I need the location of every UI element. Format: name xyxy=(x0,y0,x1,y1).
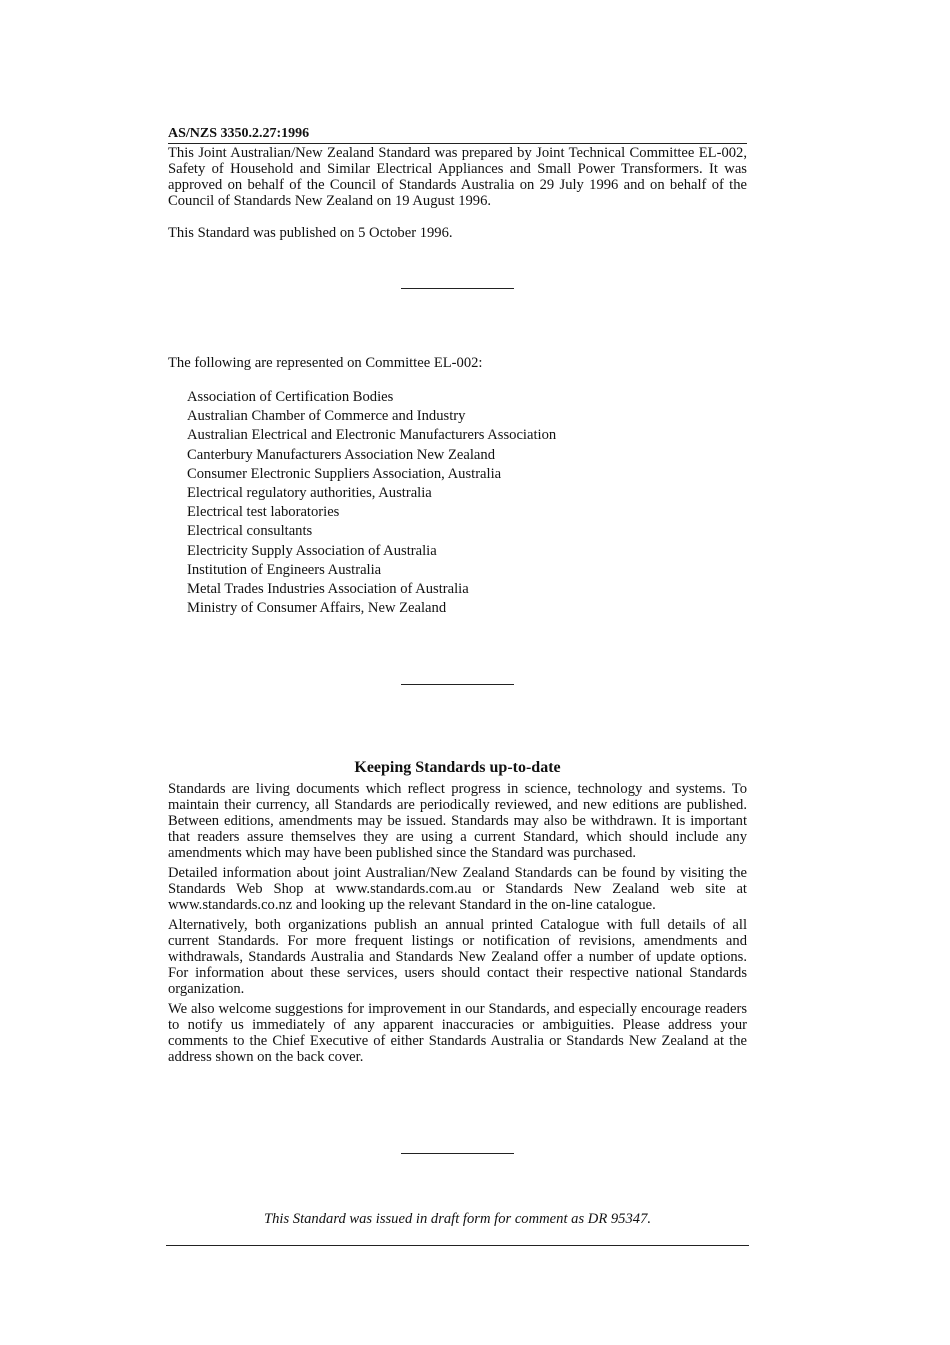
keeping-up-to-date-title: Keeping Standards up-to-date xyxy=(354,759,561,776)
section-divider xyxy=(401,288,514,289)
committee-member: Australian Chamber of Commerce and Industry xyxy=(187,408,466,425)
preparation-statement: This Joint Australian/New Zealand Standard was prepared by Joint Technical Committee EL-002, Safety of Household and Similar Electrical Appliances and Small Power Transformers. It was approved on behalf of the Council of Standards Australia on 29 July 1996 and on behalf of the Council of Standards New Zealand on 19 August 1996. xyxy=(168,145,747,209)
committee-member: Australian Electrical and Electronic Manufacturers Association xyxy=(187,427,557,444)
committee-member: Metal Trades Industries Association of Australia xyxy=(187,580,469,597)
publication-date-statement: This Standard was published on 5 October 1996. xyxy=(168,225,453,241)
committee-member: Canterbury Manufacturers Association New Zealand xyxy=(187,446,495,463)
committee-member: Electrical consultants xyxy=(187,523,313,540)
draft-note: This Standard was issued in draft form for comment as DR 95347. xyxy=(263,1211,652,1227)
standard-code: AS/NZS 3350.2.27:1996 xyxy=(168,126,310,141)
footer-rule xyxy=(166,1245,749,1246)
committee-member: Electricity Supply Association of Australia xyxy=(187,542,437,559)
body-paragraph: Standards are living documents which reflect progress in science, technology and systems. To maintain their currency, all Standards are periodically reviewed, and new editions are published. Between editions, amendments may be issued. Standards may also be withdrawn. It is important that readers assure themselves they are using a current Standard, which should include any amendments which may have been published since the Standard was purchased. xyxy=(168,781,747,861)
header-rule xyxy=(168,143,747,144)
committee-member: Consumer Electronic Suppliers Association, Australia xyxy=(187,465,502,482)
keeping-up-to-date-body xyxy=(168,781,747,1069)
committee-member: Electrical regulatory authorities, Australia xyxy=(187,484,432,501)
body-paragraph: Alternatively, both organizations publish an annual printed Catalogue with full details of all current Standards. For more frequent listings or notification of revisions, amendments and withdrawals, Standards Australia and Standards New Zealand offer a number of update options. For information about these services, users should contact their respective national Standards organization. xyxy=(168,917,747,997)
committee-intro: The following are represented on Committee EL-002: xyxy=(168,355,483,371)
committee-member-list xyxy=(187,388,556,618)
committee-member: Institution of Engineers Australia xyxy=(187,561,382,578)
section-divider xyxy=(401,684,514,685)
committee-member: Ministry of Consumer Affairs, New Zealand xyxy=(187,600,447,617)
body-paragraph: We also welcome suggestions for improvement in our Standards, and especially encourage readers to notify us immediately of any apparent inaccuracies or ambiguities. Please address your comments to the Chief Executive of either Standards Australia or Standards New Zealand at the address shown on the back cover. xyxy=(168,1001,747,1065)
committee-member: Association of Certification Bodies xyxy=(187,389,394,405)
section-divider xyxy=(401,1153,514,1154)
committee-member: Electrical test laboratories xyxy=(187,504,340,521)
body-paragraph: Detailed information about joint Australian/New Zealand Standards can be found by visiting the Standards Web Shop at www.standards.com.au or Standards New Zealand web site at www.standards.co.nz and looking up the relevant Standard in the on-line catalogue. xyxy=(168,865,747,913)
